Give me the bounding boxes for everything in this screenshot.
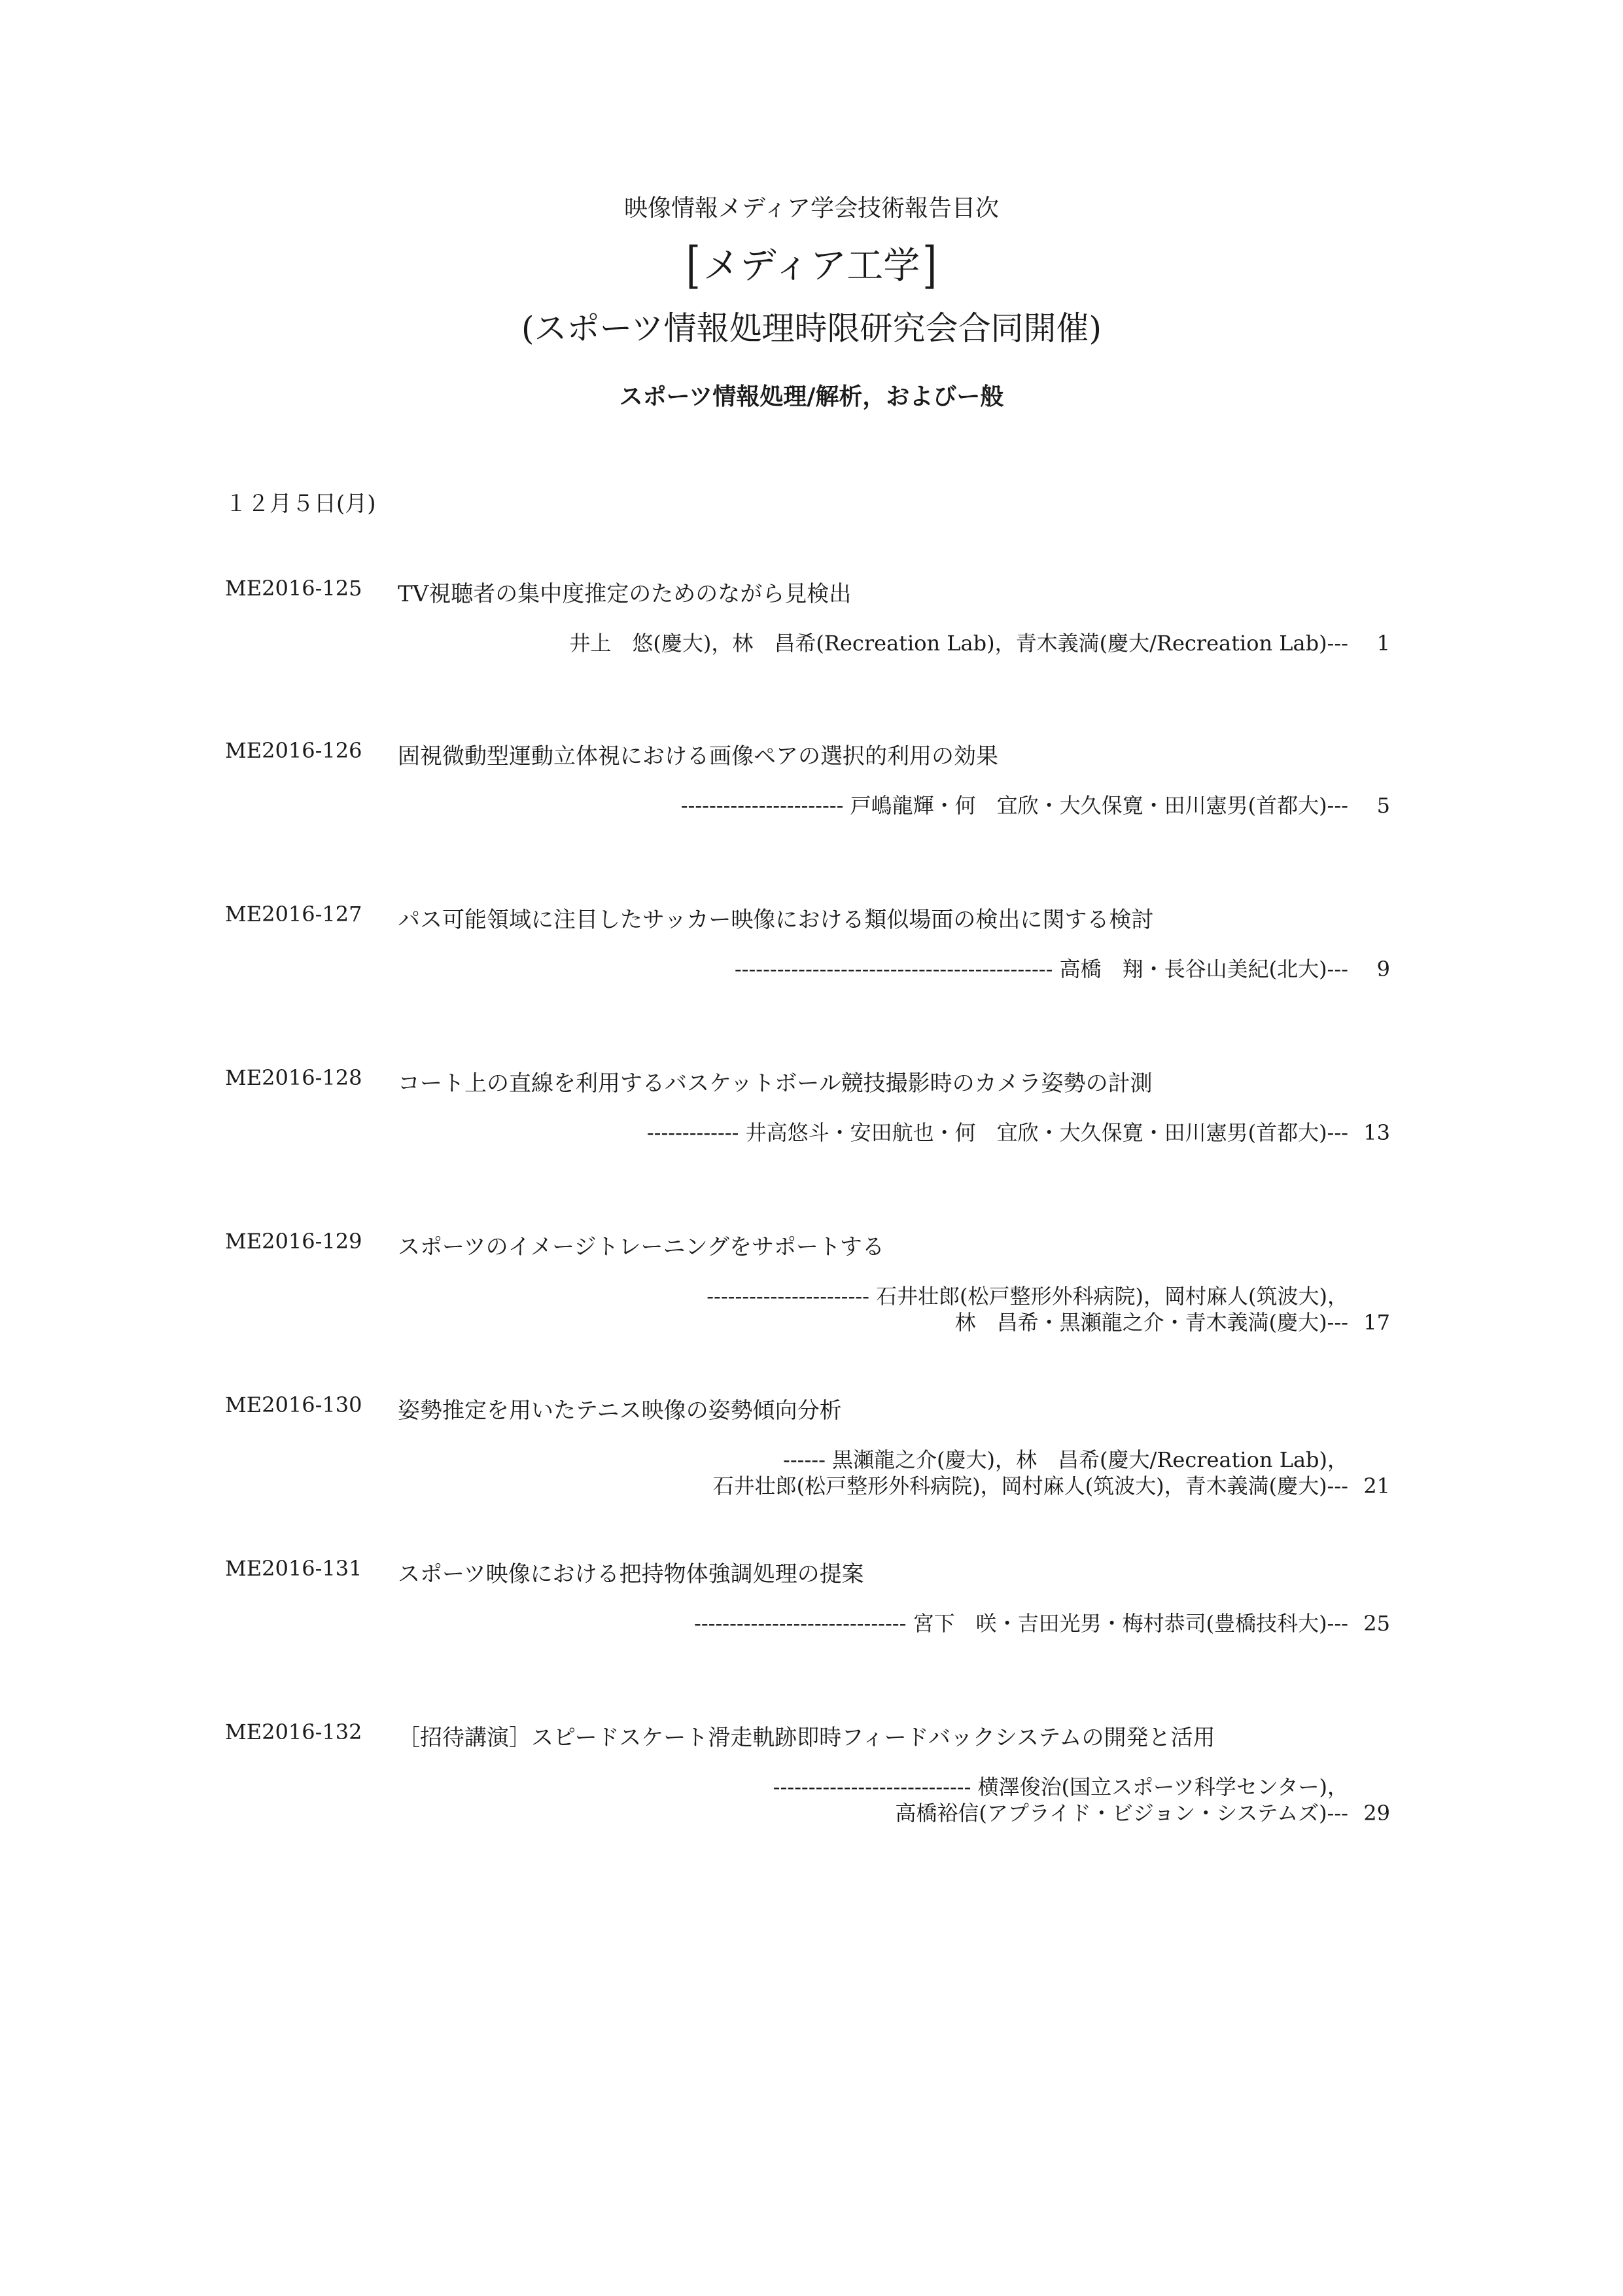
author-text: ---------------------------- 横澤俊治(国立スポーツ科学センター)， — [773, 1775, 1348, 1799]
session-theme: スポーツ情報処理/解析，およびー般 — [619, 383, 1004, 410]
page-number: 17 — [1363, 1310, 1390, 1335]
author-text: 井上 悠(慶大)，林 昌希(Recreation Lab)，青木義満(慶大/Recreation Lab)--- — [569, 631, 1348, 656]
page-number: 25 — [1363, 1611, 1390, 1636]
report-id: ME2016-132 — [225, 1720, 362, 1744]
author-line — [681, 789, 1390, 819]
report-series-title: 映像情報メディア学会技術報告目次 — [623, 195, 1000, 222]
page-number: 5 — [1376, 793, 1390, 818]
bracket-right: ] — [922, 237, 937, 295]
report-title: TV視聴者の集中度推定のためのながら見検出 — [398, 581, 852, 607]
bracket-left: [ — [686, 237, 701, 295]
report-title: 固視微動型運動立体視における画像ペアの選択的利用の効果 — [398, 743, 998, 769]
author-line — [569, 627, 1390, 657]
author-text: 石井壮郎(松戸整形外科病院)，岡村麻人(筑波大)，青木義満(慶大)--- — [712, 1474, 1348, 1498]
author-line — [895, 1797, 1390, 1827]
author-text: 高橋裕信(アプライド・ビジョン・システムズ)--- — [895, 1801, 1348, 1826]
report-id: ME2016-126 — [225, 738, 362, 763]
page-number: 9 — [1376, 957, 1390, 981]
author-text: ----------------------- 石井壮郎(松戸整形外科病院)，岡村麻人(筑波大)， — [707, 1284, 1348, 1309]
page-number: 29 — [1363, 1801, 1390, 1826]
author-text: 林 昌希・黒瀬龍之介・青木義満(慶大)--- — [954, 1310, 1348, 1335]
author-text: ------ 黒瀬龍之介(慶大)，林 昌希(慶大/Recreation Lab)， — [783, 1447, 1348, 1472]
author-line — [955, 1306, 1390, 1336]
report-id: ME2016-129 — [225, 1229, 362, 1254]
author-text: ------------- 井高悠斗・安田航也・何 宜欣・大久保寛・田川憲男(首都大)--- — [646, 1120, 1348, 1145]
author-line — [735, 953, 1390, 983]
report-title: パス可能領域に注目したサッカー映像における類似場面の検出に関する検討 — [398, 907, 1154, 933]
author-text: ------------------------------ 宮下 咲・吉田光男・梅村恭司(豊橋技科大)--- — [694, 1611, 1348, 1636]
joint-meeting-title: (スポーツ情報処理時限研究会合同開催) — [521, 309, 1102, 347]
author-text: --------------------------------------------- 高橋 翔・長谷山美紀(北大)--- — [734, 957, 1348, 981]
report-title: スポーツ映像における把持物体強調処理の提案 — [398, 1561, 864, 1587]
report-id: ME2016-131 — [225, 1556, 362, 1581]
report-title: コート上の直線を利用するバスケットボール競技撮影時のカメラ姿勢の計測 — [398, 1070, 1153, 1097]
author-line — [694, 1607, 1390, 1637]
page-number: 13 — [1363, 1120, 1390, 1145]
page-number: 1 — [1376, 631, 1390, 656]
author-line — [647, 1116, 1390, 1146]
report-id: ME2016-128 — [225, 1065, 362, 1090]
report-id: ME2016-127 — [225, 902, 362, 927]
author-text: ----------------------- 戸嶋龍輝・何 宜欣・大久保寛・田川憲男(首都大)--- — [680, 793, 1348, 818]
report-id: ME2016-130 — [225, 1392, 362, 1417]
report-title: スポーツのイメージトレーニングをサポートする — [398, 1234, 884, 1260]
committee-name: メディア工学 — [703, 245, 920, 287]
report-title: ［招待講演］スピードスケート滑走軌跡即時フィードバックシステムの開発と活用 — [398, 1725, 1215, 1751]
page-number: 21 — [1363, 1474, 1390, 1498]
committee-title — [0, 237, 1623, 295]
author-line — [713, 1470, 1390, 1500]
report-title: 姿勢推定を用いたテニス映像の姿勢傾向分析 — [398, 1398, 842, 1424]
report-id: ME2016-125 — [225, 576, 362, 601]
meeting-date: １２月５日(月) — [225, 491, 376, 517]
